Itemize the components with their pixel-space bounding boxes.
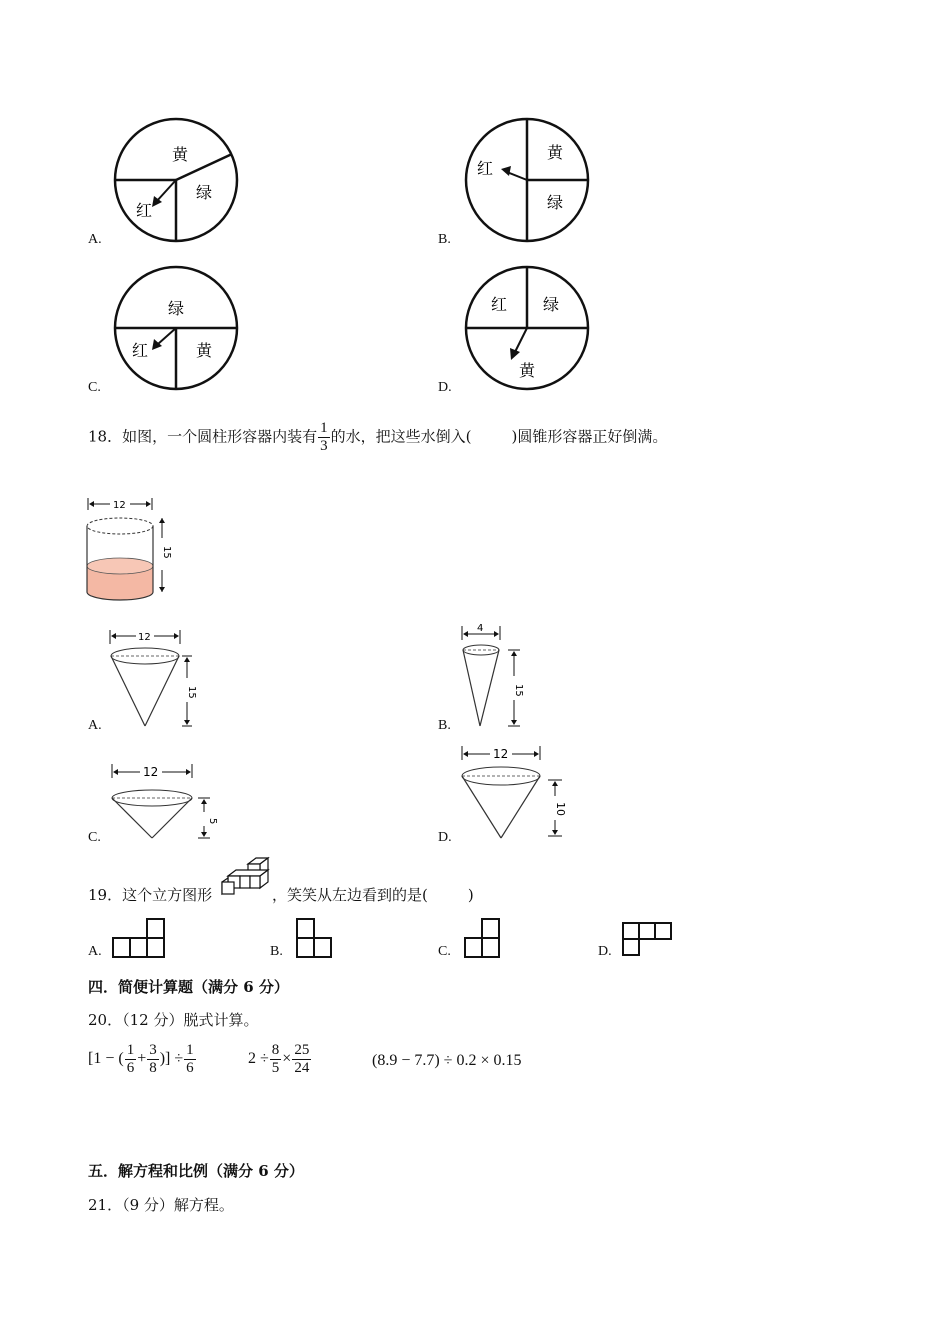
label-yellow: 黄 (196, 341, 213, 360)
cone-width: 12 (143, 765, 159, 779)
cone-d (456, 742, 576, 842)
cone-c (106, 760, 226, 844)
spinner-a (112, 116, 240, 244)
cone-height: 15 (186, 686, 197, 699)
option-letter: B. (438, 232, 451, 247)
option-letter: C. (88, 830, 101, 845)
label-red: 红 (132, 341, 149, 360)
cone-b (458, 622, 528, 732)
option-letter: A. (88, 232, 102, 247)
cylinder-width: 12 (113, 500, 126, 511)
question-text: （9 分）解方程。 (122, 1196, 234, 1214)
spinner-d (463, 264, 591, 392)
label-green: 绿 (168, 299, 185, 318)
question-21 (88, 1194, 234, 1215)
label-yellow: 黄 (519, 361, 536, 380)
label-green: 绿 (543, 295, 560, 314)
option-letter: D. (438, 830, 452, 845)
option-letter: C. (438, 944, 451, 959)
spinner-c (112, 264, 240, 392)
cone-a (106, 626, 206, 732)
cone-height: 15 (513, 684, 524, 697)
question-number: 18． (88, 427, 123, 446)
question-text: 的水，把这些水倒入( (330, 427, 472, 446)
option-letter: B. (270, 944, 283, 959)
option-letter: D. (438, 380, 452, 395)
cube-figure-icon (218, 856, 274, 898)
view-option-c (462, 916, 504, 960)
view-option-d (620, 920, 674, 960)
label-yellow: 黄 (547, 143, 564, 162)
cylinder-height: 15 (161, 546, 172, 559)
option-letter: C. (88, 380, 101, 395)
view-option-b (294, 916, 334, 960)
view-option-a (110, 916, 168, 960)
cone-width: 12 (493, 747, 509, 761)
question-18 (88, 420, 667, 455)
expression-2: 2 ÷ $\frac{8}{5}$ × $\frac{25}{24}$ (248, 1042, 310, 1076)
label-red: 红 (491, 295, 508, 314)
option-letter: A. (88, 944, 102, 959)
question-text: ，笑笑从左边看到的是( (272, 886, 428, 904)
label-green: 绿 (547, 193, 564, 212)
question-number: 19． (88, 886, 123, 904)
question-20 (88, 1009, 258, 1030)
option-letter: B. (438, 718, 451, 733)
cone-height: 5 (207, 818, 218, 825)
option-letter: A. (88, 718, 102, 733)
fraction-one-third: $\frac{1}{3}$ (320, 420, 328, 454)
question-text: 这个立方图形 (122, 886, 213, 904)
cone-width: 12 (138, 632, 151, 643)
cone-height: 10 (554, 802, 567, 816)
label-yellow: 黄 (172, 145, 189, 164)
question-19-tail (272, 884, 474, 905)
question-text: 如图，一个圆柱形容器内装有 (122, 427, 318, 446)
expression-1: [1 − ( $\frac{1}{6}$ + $\frac{3}{8}$ )] ÷ $\frac{1}{6}$ (88, 1042, 194, 1076)
question-text: )圆锥形容器正好倒满。 (511, 427, 668, 446)
spinner-b (463, 116, 591, 244)
label-green: 绿 (196, 183, 213, 202)
cone-width: 4 (477, 623, 484, 634)
question-text: （12 分）脱式计算。 (122, 1011, 259, 1029)
label-red: 红 (477, 159, 494, 178)
question-19 (88, 884, 212, 905)
question-number: 21． (88, 1196, 123, 1214)
question-number: 20． (88, 1011, 123, 1029)
option-letter: D. (598, 944, 612, 959)
expression-3: (8.9 − 7.7) ÷ 0.2 × 0.15 (372, 1052, 522, 1069)
section-title: 四．简便计算题（满分 6 分） (88, 978, 289, 996)
cylinder-figure (82, 494, 182, 610)
section-title: 五．解方程和比例（满分 6 分） (88, 1162, 304, 1180)
label-red: 红 (136, 201, 153, 220)
question-text: ) (467, 886, 474, 904)
